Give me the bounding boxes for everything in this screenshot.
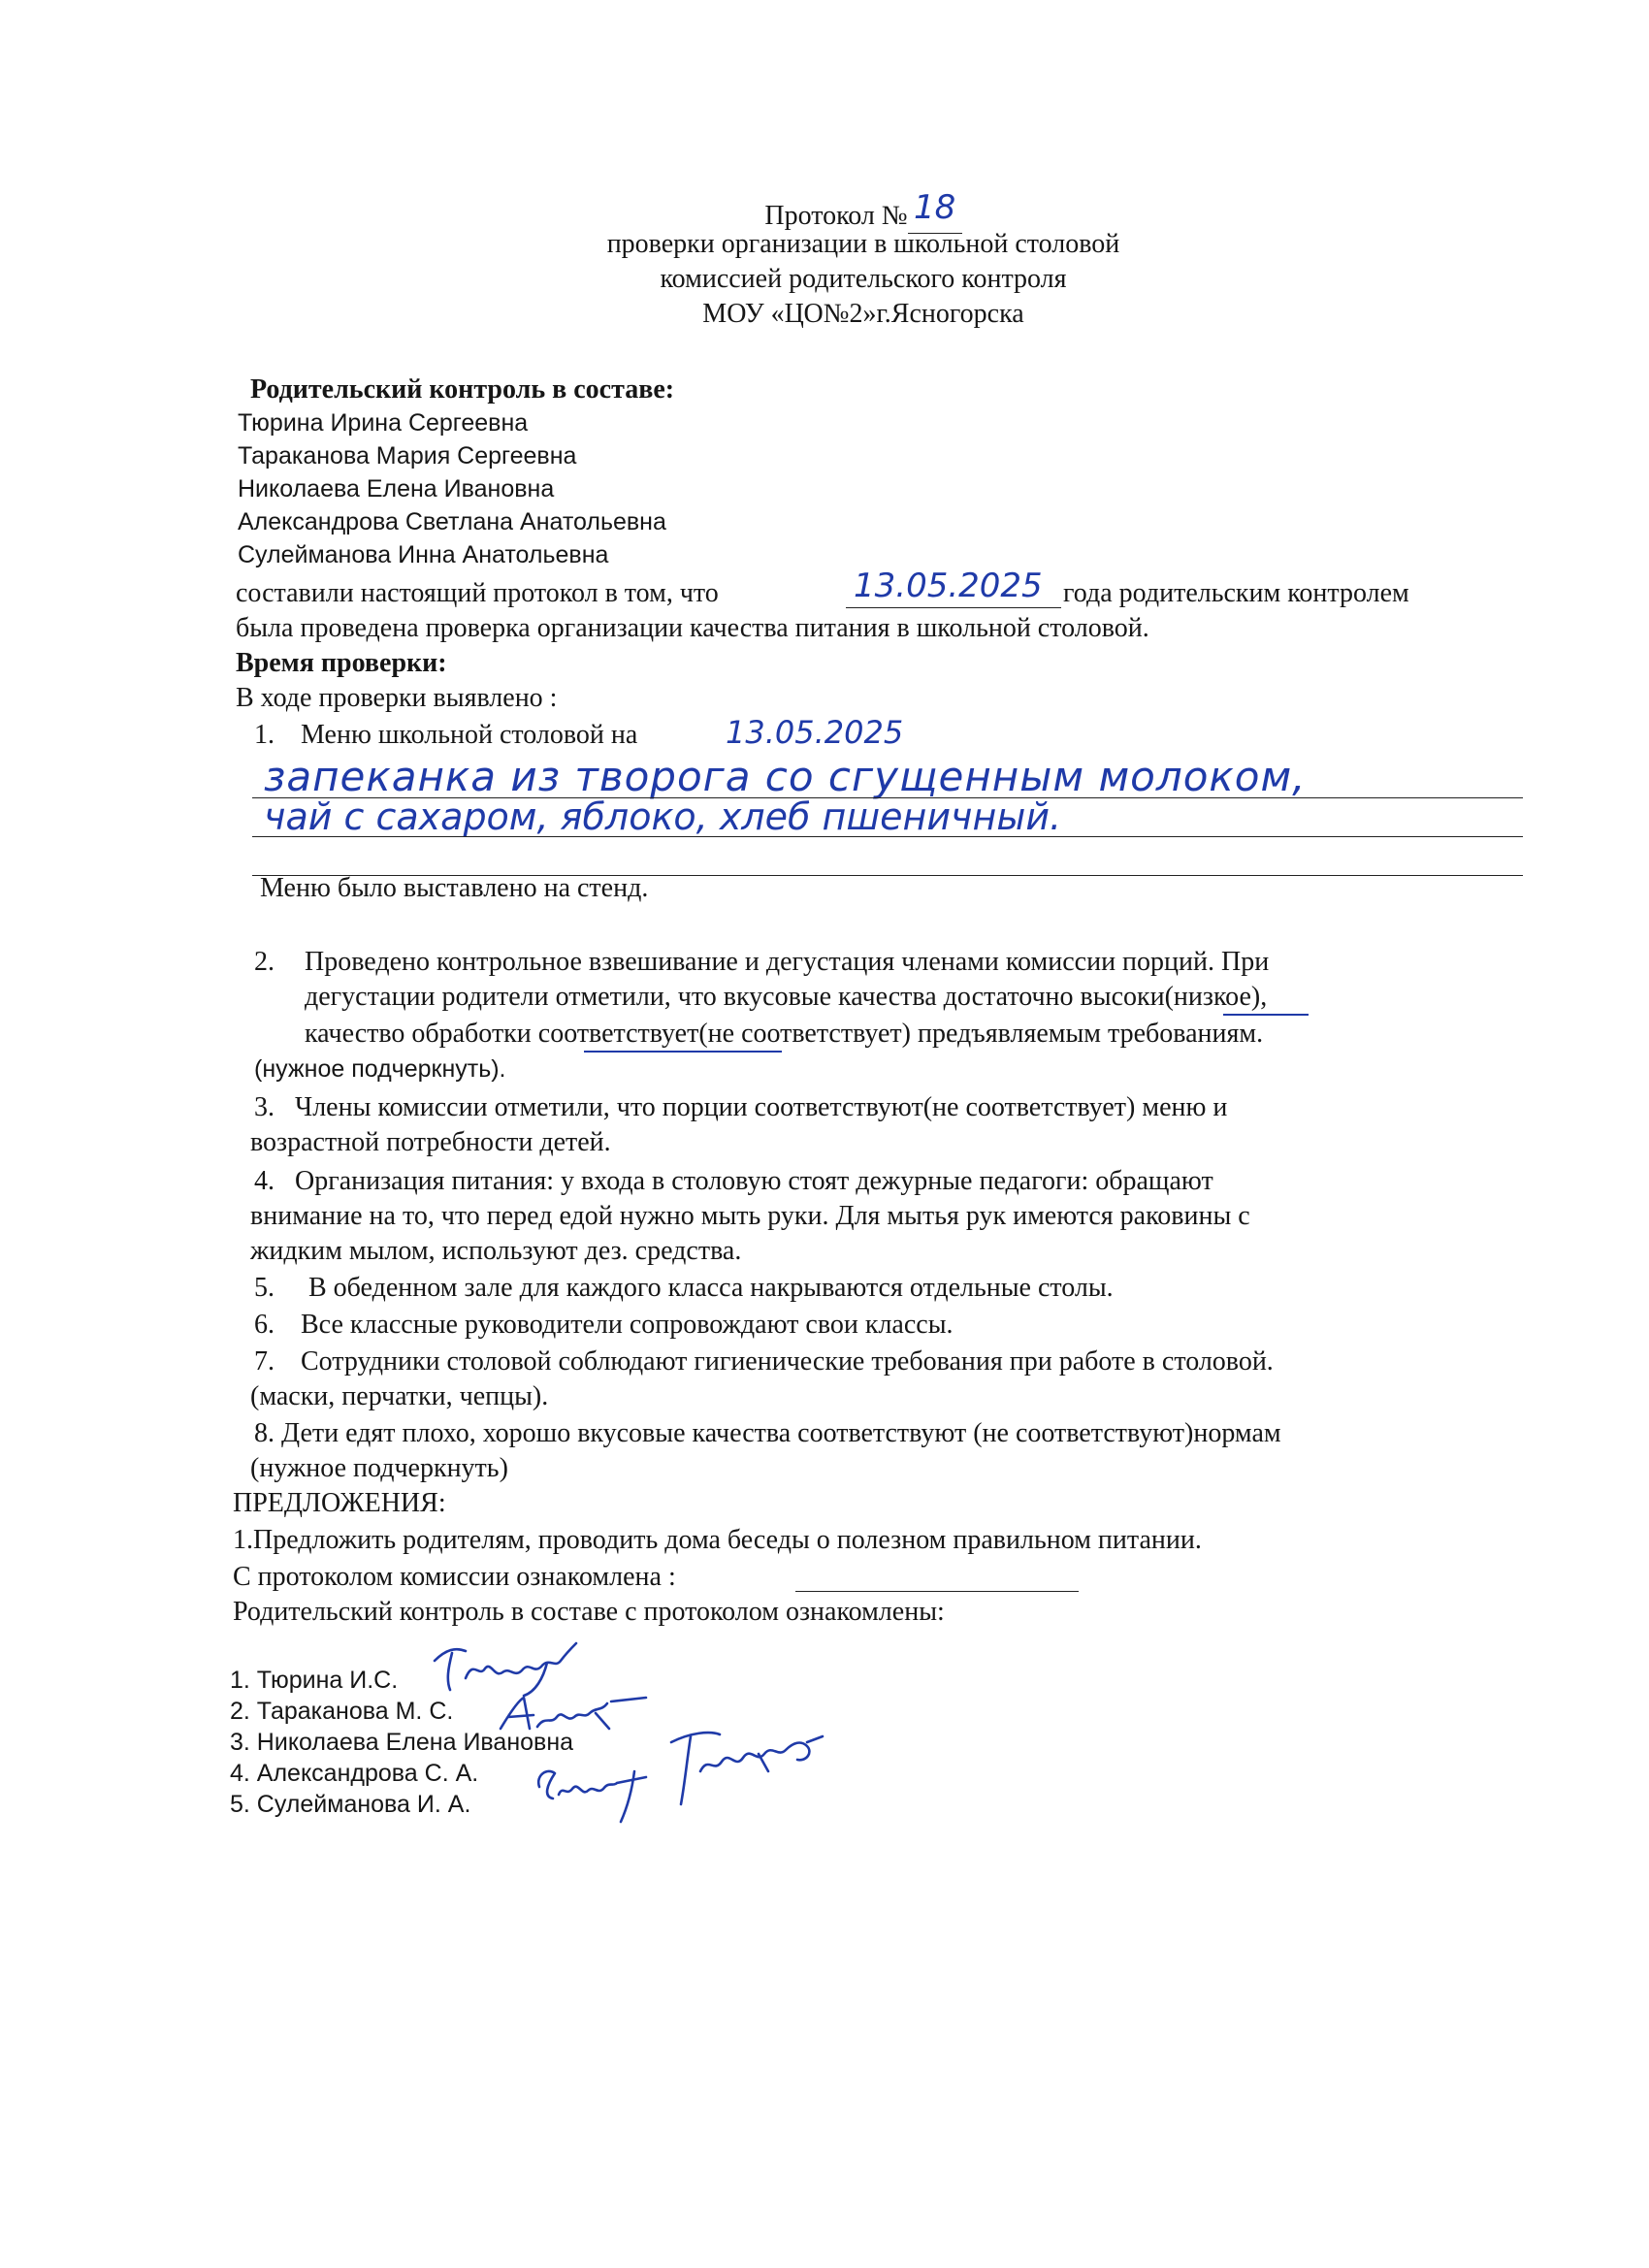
signature-row-5: 5. Сулейманова И. А. [230, 1791, 471, 1818]
parents-acquainted-text: Родительский контроль в составе с протоколом ознакомлены: [233, 1597, 945, 1627]
signature-row-1: 1. Тюрина И.С. [230, 1667, 399, 1694]
item-5-number: 5. [254, 1273, 275, 1303]
statement-part-1: составили настоящий протокол в том, что [236, 578, 719, 608]
signature-5-handwritten [534, 1758, 660, 1826]
signature-2-handwritten [495, 1690, 650, 1738]
underline-corresponds [584, 1051, 782, 1053]
item-8-line-2: (нужное подчеркнуть) [250, 1453, 508, 1483]
acquainted-text: С протоколом комиссии ознакомлена : [233, 1562, 676, 1592]
item-5-line-1: В обеденном зале для каждого класса накрываются отдельные столы. [308, 1273, 1114, 1303]
item-4-number: 4. [254, 1166, 275, 1196]
check-time-label: Время проверки: [236, 648, 447, 678]
item-2-line-3: качество обработки соответствует(не соответствует) предъявляемым требованиям. [305, 1019, 1264, 1049]
protocol-number-handwritten: 18 [913, 188, 956, 227]
statement-line-2: была проведена проверка организации качества питания в школьной столовой. [236, 613, 1149, 643]
item-6-number: 6. [254, 1310, 275, 1340]
item-4-line-2: внимание на то, что перед едой нужно мыть руки. Для мытья рук имеются раковины с [250, 1201, 1250, 1231]
item-8-line-1: Дети едят плохо, хорошо вкусовые качества соответствуют (не соответствуют)нормам [281, 1418, 1281, 1448]
date-blank-line [846, 607, 1061, 608]
menu-line-1-handwritten: запеканка из творога со сгущенным молоком, [264, 753, 1307, 800]
item-7-line-1: Сотрудники столовой соблюдают гигиенические требования при работе в столовой. [301, 1346, 1274, 1377]
menu-line-2-handwritten: чай с сахаром, яблоко, хлеб пшеничный. [264, 795, 1062, 838]
found-label: В ходе проверки выявлено : [236, 683, 558, 713]
menu-line-2-rule [252, 836, 1523, 837]
menu-date-handwritten: 13.05.2025 [726, 714, 904, 751]
item-7-number: 7. [254, 1346, 275, 1377]
proposals-heading: ПРЕДЛОЖЕНИЯ: [233, 1488, 446, 1518]
item-2-line-2: дегустации родители отметили, что вкусовые качества достаточно высоки(низкое), [305, 982, 1268, 1012]
item-3-line-2: возрастной потребности детей. [250, 1127, 611, 1157]
title-line-2: проверки организации в школьной столовой [606, 229, 1120, 259]
item-2-line-4: (нужное подчеркнуть). [254, 1055, 506, 1083]
item-1-text: Меню школьной столовой на [301, 720, 638, 750]
signature-row-3: 3. Николаева Елена Ивановна [230, 1729, 574, 1756]
item-7-line-2: (маски, перчатки, чепцы). [250, 1381, 549, 1411]
item-2-line-1: Проведено контрольное взвешивание и дегустация членами комиссии порций. При [305, 947, 1270, 977]
member-3: Николаева Елена Ивановна [238, 475, 555, 502]
proposal-item-1: 1.Предложить родителям, проводить дома беседы о полезном правильном питании. [233, 1525, 1202, 1555]
statement-part-2: года родительским контролем [1063, 578, 1409, 608]
underline-high [1223, 1014, 1309, 1016]
item-4-line-1: Организация питания: у входа в столовую стоят дежурные педагоги: обращают [295, 1166, 1213, 1196]
item-2-number: 2. [254, 947, 275, 977]
member-2: Тараканова Мария Сергеевна [238, 442, 577, 470]
signature-row-2: 2. Тараканова М. С. [230, 1698, 454, 1725]
item-4-line-3: жидким мылом, используют дез. средства. [250, 1236, 742, 1266]
composition-heading: Родительский контроль в составе: [250, 374, 675, 405]
item-3-number: 3. [254, 1092, 275, 1122]
member-5: Сулейманова Инна Анатольевна [238, 541, 609, 568]
acquainted-blank-line [795, 1591, 1079, 1592]
signature-1-handwritten [427, 1639, 582, 1698]
signature-row-4: 4. Александрова С. А. [230, 1760, 479, 1787]
member-4: Александрова Светлана Анатольевна [238, 508, 666, 535]
title-line-3: комиссией родительского контроля [660, 264, 1067, 294]
menu-posted-text: Меню было выставлено на стенд. [260, 873, 649, 903]
item-3-line-1: Члены комиссии отметили, что порции соответствуют(не соответствует) меню и [295, 1092, 1228, 1122]
statement-date-handwritten: 13.05.2025 [854, 567, 1043, 605]
protocol-title: Протокол № 18 [0, 194, 1649, 234]
item-6-line-1: Все классные руководители сопровождают свои классы. [301, 1310, 954, 1340]
item-8-number: 8. [254, 1418, 275, 1448]
member-1: Тюрина Ирина Сергеевна [238, 409, 529, 437]
title-line-4: МОУ «ЦО№2»г.Ясногорска [702, 299, 1024, 329]
item-1-number: 1. [254, 720, 275, 750]
signature-3-handwritten [662, 1723, 826, 1810]
